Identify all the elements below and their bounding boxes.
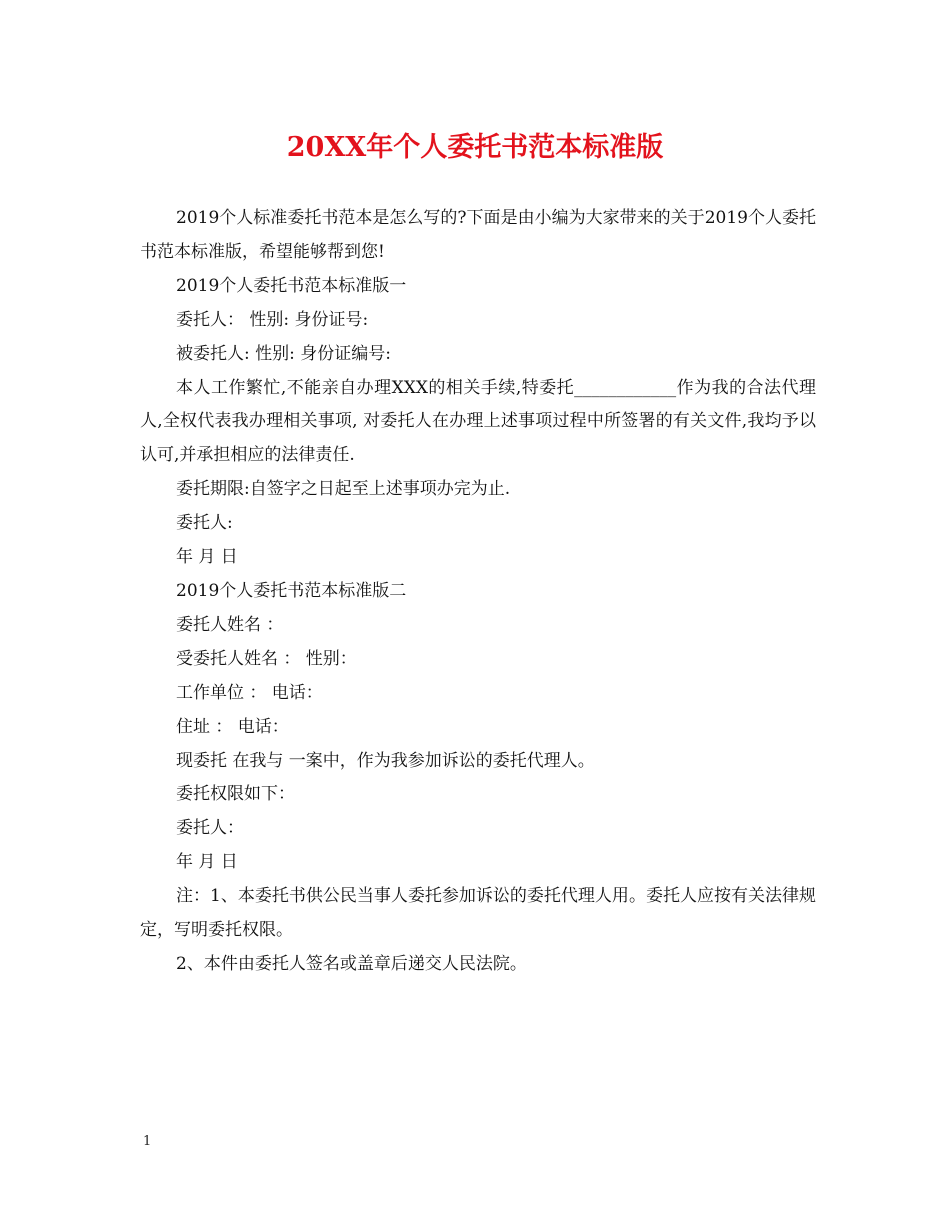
note-paragraph: 注：1、本委托书供公民当事人委托参加诉讼的委托代理人用。委托人应按有关法律规定，写明委托权限。	[140, 886, 816, 941]
section-heading-version-two: 2019个人委托书范本标准版二	[176, 580, 407, 601]
authorization-scope-line: 委托权限如下：	[176, 784, 295, 805]
principal-name-line: 委托人姓名 ：	[176, 614, 284, 635]
intro-paragraph: 2019个人标准委托书范本是怎么写的?下面是由小编为大家带来的关于2019个人委托书范本标准版，希望能够帮到您!	[140, 208, 816, 262]
section-heading-version-one: 2019个人委托书范本标准版一	[176, 275, 407, 296]
principal-info-line: 委托人： 性别: 身份证号:	[176, 309, 369, 330]
date-line-two: 年 月 日	[176, 852, 238, 873]
agent-info-line: 被委托人: 性别: 身份证编号:	[176, 343, 391, 364]
litigation-authorization-line: 现委托 在我与 一案中，作为我参加诉讼的委托代理人。	[176, 750, 595, 771]
address-line: 住址 ： 电话：	[176, 716, 289, 737]
date-line: 年 月 日	[176, 547, 238, 568]
note-item-two: 2、本件由委托人签名或盖章后递交人民法院。	[176, 953, 527, 974]
page-number: 1	[143, 1134, 152, 1149]
document-body	[140, 202, 816, 982]
principal-signature-line: 委托人:	[176, 513, 233, 534]
employer-line: 工作单位 ： 电话：	[176, 682, 323, 703]
principal-signature-line-two: 委托人：	[176, 818, 244, 839]
authorization-period-line: 委托期限:自签字之日起至上述事项办完为止.	[176, 479, 511, 500]
authorization-paragraph: 本人工作繁忙,不能亲自办理XXX的相关手续,特委托____________作为我的合法代理人,全权代表我办理相关事项, 对委托人在办理上述事项过程中所签署的有关文件,我均予以认可,并承担相应的法律责任.	[140, 377, 816, 466]
agent-name-line: 受委托人姓名 ： 性别：	[176, 648, 357, 669]
document-title: 20XX年个人委托书范本标准版	[286, 132, 664, 163]
